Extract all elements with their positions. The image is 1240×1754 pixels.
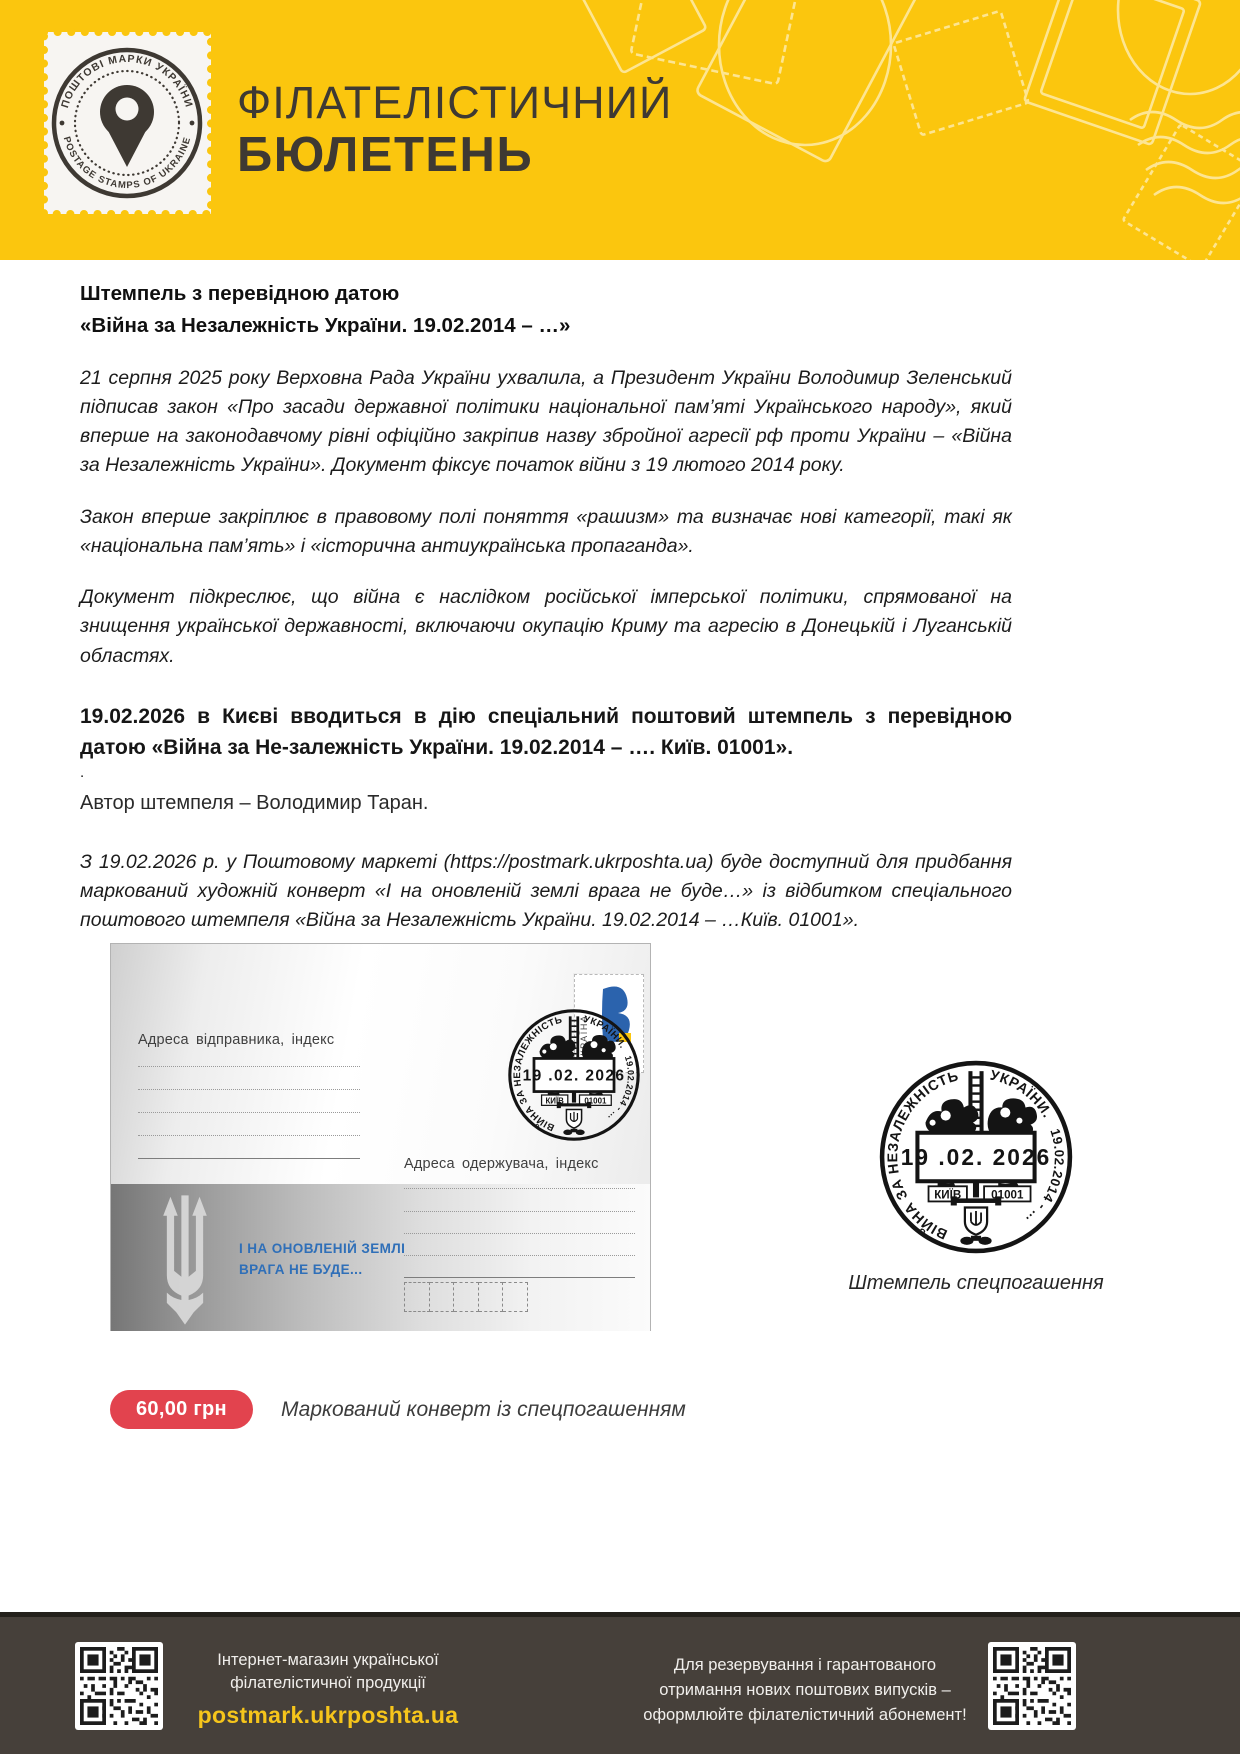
article-body (80, 278, 1012, 936)
paragraph-author: Автор штемпеля – Володимир Таран. (80, 791, 429, 814)
bulletin-title-line2: БЮЛЕТЕНЬ (237, 128, 534, 183)
article-heading-line2: «Війна за Незалежність України. 19.02.2014 – …» (80, 313, 571, 337)
footer-subscription-line1: Для резервування і гарантованого (673, 1656, 937, 1674)
envelope-postmark (505, 1006, 643, 1144)
sender-address-line (138, 1066, 360, 1067)
paragraph-market: З 19.02.2026 р. у Поштовому маркеті (https://postmark.ukrposhta.ua) буде доступний для придбання маркований художній конверт «І на оновленій землі врага не буде…» із відбитком спеціального поштового штемпеля «Війна за Незалежність України. 19.02.2014 – …Київ. 01001». (80, 850, 1012, 932)
receiver-address-label: Адреса одержувача, індекс (404, 1156, 599, 1172)
stray-dot: . (80, 763, 85, 781)
price-badge: 60,00 грн (110, 1390, 253, 1429)
bulletin-title-line1: ФІЛАТЕЛІСТИЧНИЙ (237, 77, 673, 128)
price-caption: Маркований конверт із спецпогашенням (280, 1397, 686, 1421)
logo-arc-bottom-text: POSTAGE STAMPS OF UKRAINE (60, 135, 194, 192)
shop-qr-code (75, 1642, 163, 1730)
masthead-header (0, 0, 1240, 260)
footer-shop-line1: Інтернет-магазин української (217, 1651, 439, 1669)
shop-url-link[interactable]: postmark.ukrposhta.ua (197, 1702, 459, 1729)
postmark-caption: Штемпель спецпогашення (848, 1272, 1104, 1294)
article-heading-line1: Штемпель з перевідною датою (80, 282, 400, 305)
receiver-address-line (404, 1211, 635, 1212)
sender-address-label: Адреса відправника, індекс (138, 1032, 335, 1048)
paragraph-law: 21 серпня 2025 року Верховна Рада України ухвалила, а Президент України Володимир Зеленський підписав закон «Про засади державної політики національної пам’яті Українського народу», який вперше на законодавчому рівні офіційно закріпив назву збройної агресії рф проти України – «Війна за Незалежність України». Документ фіксує початок війни з 19 лютого 2014 року. (80, 366, 1012, 477)
envelope-slogan-line1: І НА ОНОВЛЕНІЙ ЗЕМЛІ (239, 1241, 406, 1256)
article-heading (80, 278, 1012, 342)
sender-address-line (138, 1112, 360, 1113)
sender-address-line (138, 1158, 360, 1159)
footer (0, 1612, 1240, 1754)
stamp-country-text: УКРАЇНА (579, 1014, 589, 1063)
special-cancellation-postmark (875, 1056, 1077, 1258)
subscription-qr-code (988, 1642, 1076, 1730)
sender-address-line (138, 1089, 360, 1090)
postal-code-boxes (404, 1282, 528, 1312)
paragraph-announcement: 19.02.2026 в Києві вводиться в дію спеціальний поштовий штемпель з перевідною датою «Війна за Не-залежність України. 19.02.2014 – …. Київ. 01001». (80, 704, 1012, 759)
footer-shop-block (178, 1649, 478, 1729)
footer-subscription-line3: оформлюйте філателістичний абонемент! (643, 1705, 967, 1724)
envelope-slogan (239, 1239, 405, 1281)
footer-shop-line2: філателістичної продукції (230, 1674, 426, 1693)
envelope-image (110, 943, 651, 1331)
receiver-address-line (404, 1233, 635, 1234)
bulletin-title (237, 76, 672, 183)
price-row (110, 1390, 686, 1429)
receiver-address-line (404, 1277, 635, 1278)
footer-subscription-block (612, 1653, 998, 1727)
sender-address-line (138, 1135, 360, 1136)
receiver-address-line (404, 1255, 635, 1256)
brand-stamp-logo (40, 28, 215, 218)
footer-subscription-line2: отримання нових поштових випусків – (659, 1680, 951, 1699)
logo-arc-top-text: ПОШТОВІ МАРКИ УКРАЇНИ (59, 52, 195, 110)
paragraph-context: Документ підкреслює, що війна є наслідком російської імперської політики, спрямованої на знищення української державності, включаючи окупацію Криму та агресію в Донецькій і Луганській областях. (80, 586, 1012, 667)
receiver-address-line (404, 1188, 635, 1189)
envelope-slogan-line2: ВРАГА НЕ БУДЕ... (239, 1261, 363, 1277)
paragraph-terms: Закон вперше закріплює в правовому полі поняття «рашизм» та визначає нові категорії, такі як «національна пам’ять» і «історична антиукраїнська пропаганда». (80, 505, 1012, 557)
trident-artwork (141, 1191, 229, 1329)
